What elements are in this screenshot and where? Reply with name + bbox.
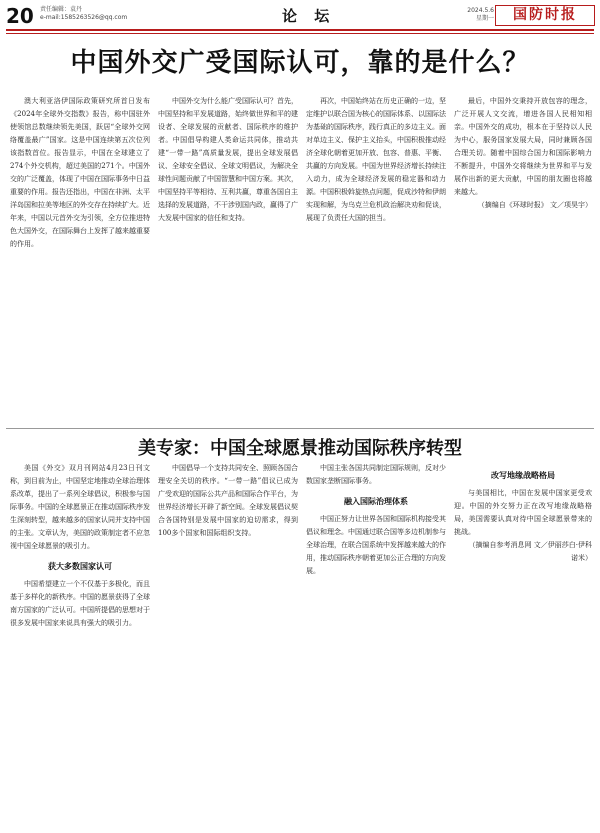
article2-headline: 美专家：中国全球愿景推动国际秩序转型 <box>138 438 462 459</box>
header-rule <box>6 29 594 31</box>
article1-col4-text: 最后，中国外交秉持开放包容的理念，广泛开展人文交流，增进各国人民相知相亲。中国外交的成功，根本在于坚持以人民为中心，服务国家发展大局，同时兼顾各国合理关切。随着中国综合国力和国际影响力不断提升，中国外交将继续为世界和平与发展作出新的更大贡献，中国的朋友圈也将越来越大。 <box>454 97 592 196</box>
article2-col1b-text: 中国希望建立一个不仅基于多极化，而且基于多样化的新秩序。中国的愿景获得了全球南方国家的广泛认可。中国所提倡的思想对于很多发展中国家来说具有强大的吸引力。 <box>10 580 150 627</box>
article1-col1-text: 澳大利亚洛伊国际政策研究所首日发布《2024年全球外交指数》报告，称中国驻外使领馆总数继续领先美国，跃居“全球外交网络覆盖最广”国家。这是中国连续第五次位列该指数首位。报告显示，中国在全球建立了274个外交机构，超过美国的271个。中国外交的广泛覆盖，体现了中国在国际事务中日益重要的作用。报告还指出，中国在非洲、太平洋岛国和拉美等地区的外交存在持续扩大。近年来，中国以元首外交为引领，全方位推进特色大国外交，在国际舞台上发挥了越来越重要的作用。 <box>10 97 150 248</box>
article2-col3b-text: 中国正努力让世界各国和国际机构接受其倡议和理念。中国通过联合国等多边机制参与全球治理，在联合国系统中发挥越来越大的作用，推动国际秩序朝着更加公正合理的方向发展。 <box>306 515 446 575</box>
editor-info <box>40 6 127 22</box>
issue-date <box>434 7 494 23</box>
page-header <box>0 0 600 32</box>
subhead-recognition: 获大多数国家认可 <box>48 562 112 571</box>
subhead-geostrategy: 改写地缘战略格局 <box>491 471 555 480</box>
article1-headline: 中国外交广受国际认可，靠的是什么？ <box>70 48 530 78</box>
article2-col1-text: 美国《外交》双月刊网站4月23日刊文称，到目前为止，中国坚定地推动全球治理体系改革，提出了一系列全球倡议，积极参与国际事务。中国的全球愿景正在推动国际秩序发生深刻转型，越来越多的国家认同并支持中国的主张。文章认为，美国的政策制定者不应忽视中国全球愿景的吸引力。 <box>10 464 150 550</box>
article2-column-2 <box>158 462 298 828</box>
article1-column-3 <box>306 95 446 425</box>
article1-column-1 <box>10 95 150 425</box>
article-divider <box>6 428 594 429</box>
editor-line: 责任编辑：袁丹 <box>40 6 83 13</box>
article1-byline: （摘编自《环球时报》 文／项昊宇） <box>477 201 592 209</box>
header-rule-thin <box>6 33 594 34</box>
article2-column-1 <box>10 462 150 828</box>
article1-column-2 <box>158 95 298 425</box>
article2-column-3 <box>306 462 446 828</box>
weekday-line: 星期一 <box>475 15 494 22</box>
masthead-logo: 国防时报 <box>495 5 595 26</box>
email-line: e-mail:1585263526@qq.com <box>40 14 128 21</box>
article2-column-4 <box>454 462 592 828</box>
article1-column-4 <box>454 95 592 425</box>
article2-col4-text: 与美国相比，中国在发展中国家更受欢迎。中国的外交努力正在改写地缘战略格局，美国需要认真对待中国全球愿景带来的挑战。 <box>454 489 592 536</box>
date-line: 2024.5.6 <box>467 7 494 14</box>
article2-col3-text: 中国主张各国共同制定国际规则，反对少数国家垄断国际事务。 <box>306 464 446 485</box>
subhead-governance: 融入国际治理体系 <box>344 497 408 506</box>
section-title: 论 坛 <box>282 7 336 25</box>
article2-byline: （摘编自参考消息网 文／伊丽莎白·伊科诺米） <box>468 541 592 562</box>
page-number: 20 <box>6 4 34 28</box>
article1-col3-text: 再次，中国始终站在历史正确的一边，坚定维护以联合国为核心的国际体系、以国际法为基础的国际秩序，践行真正的多边主义。面对单边主义、保护主义抬头，中国积极推动经济全球化朝着更加开放、包容、普惠、平衡、共赢的方向发展。中国为世界经济增长持续注入动力，成为全球经济发展的稳定器和动力源。中国积极斡旋热点问题，促成沙特和伊朗实现和解，为乌克兰危机政治解决劝和促谈，展现了负责任大国的担当。 <box>306 97 446 222</box>
article1-col2-text: 中国外交为什么能广受国际认可？首先，中国坚持和平发展道路，始终做世界和平的建设者、全球发展的贡献者、国际秩序的维护者。中国倡导构建人类命运共同体，推动共建“一带一路”高质量发展，提出全球发展倡议、全球安全倡议、全球文明倡议，为解决全球性问题贡献了中国智慧和中国方案。其次，中国坚持平等相待、互利共赢，尊重各国自主选择的发展道路，不干涉别国内政，赢得了广大发展中国家的信任和支持。 <box>158 97 298 222</box>
article2-col2-text: 中国倡导一个支持共同安全、照顾各国合理安全关切的秩序。“一带一路”倡议已成为广受欢迎的国际公共产品和国际合作平台，为世界经济增长开辟了新空间。全球发展倡议契合各国特别是发展中国家的迫切需求，得到100多个国家和国际组织支持。 <box>158 464 298 537</box>
